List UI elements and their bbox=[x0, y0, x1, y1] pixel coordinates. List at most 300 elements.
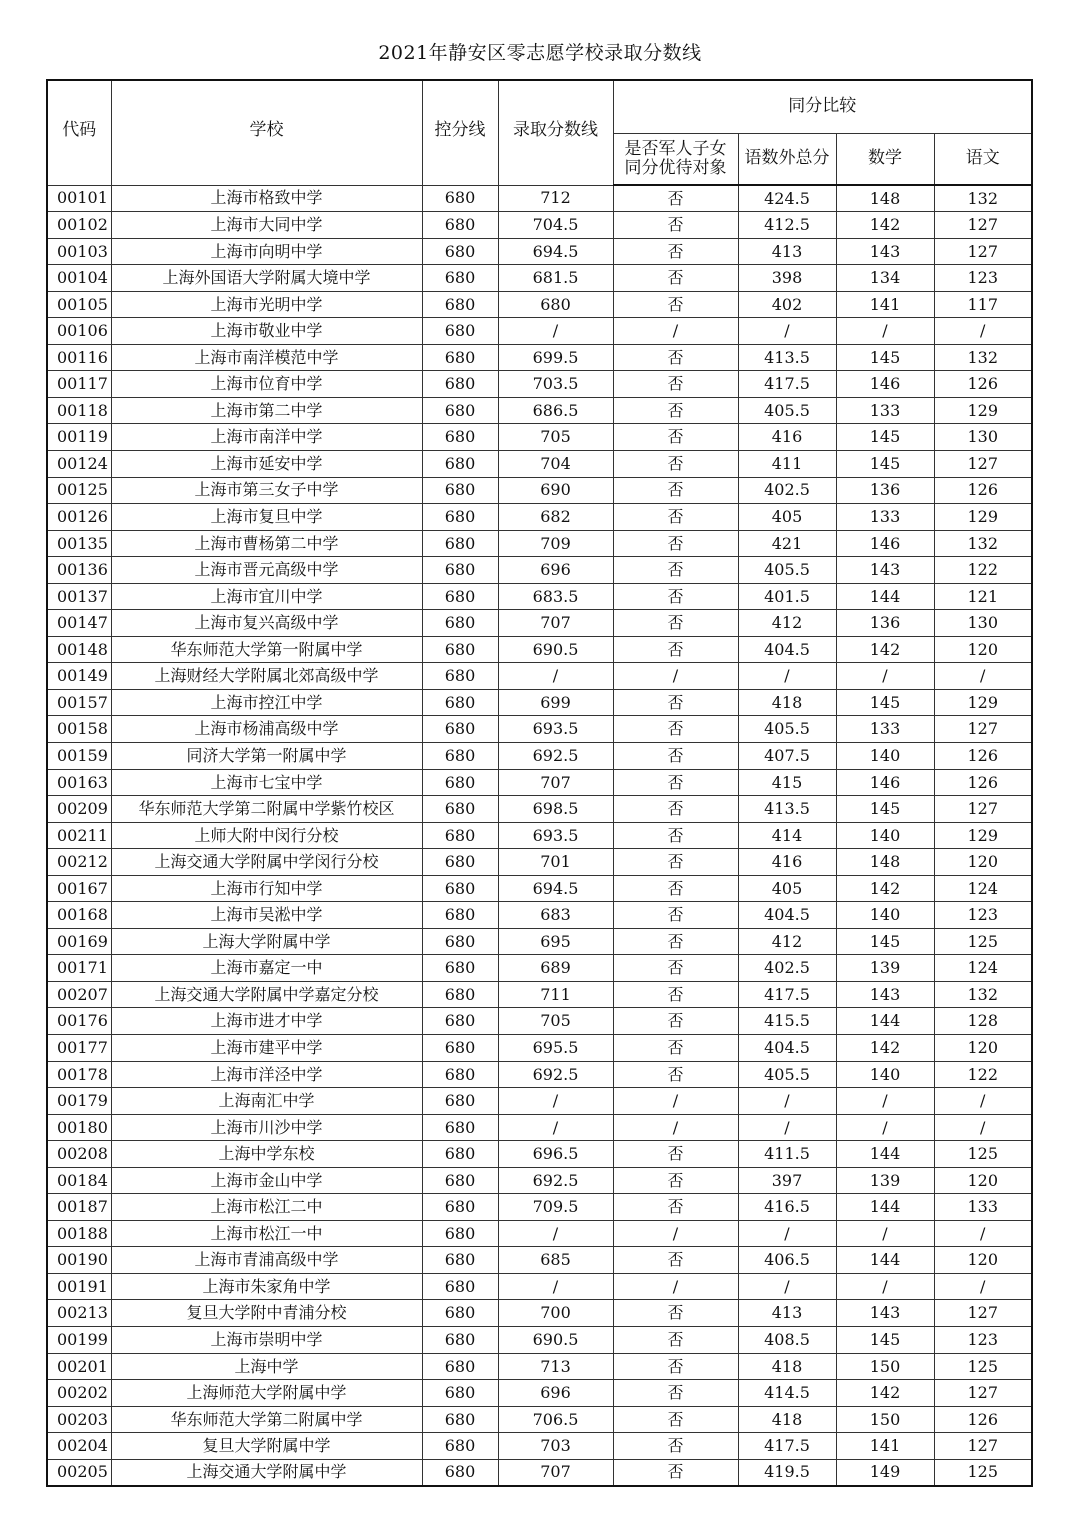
military-priority-cell: 否 bbox=[613, 344, 738, 371]
admission-score-cell: 686.5 bbox=[498, 397, 613, 424]
header-control-line: 控分线 bbox=[422, 80, 498, 185]
math-score-cell: 145 bbox=[836, 1327, 934, 1354]
code-cell: 00116 bbox=[47, 344, 111, 371]
chinese-score-cell: 127 bbox=[934, 716, 1032, 743]
military-priority-cell: / bbox=[613, 1088, 738, 1115]
total-score-cell: 405 bbox=[738, 875, 836, 902]
total-score-cell: 412 bbox=[738, 928, 836, 955]
code-cell: 00167 bbox=[47, 875, 111, 902]
admission-score-cell: 707 bbox=[498, 610, 613, 637]
table-row bbox=[47, 1167, 1032, 1194]
control-line-cell: 680 bbox=[422, 397, 498, 424]
military-priority-cell: 否 bbox=[613, 769, 738, 796]
header-school: 学校 bbox=[111, 80, 422, 185]
table-row bbox=[47, 875, 1032, 902]
school-cell: 上海市晋元高级中学 bbox=[111, 557, 422, 584]
code-cell: 00204 bbox=[47, 1433, 111, 1460]
military-priority-cell: 否 bbox=[613, 796, 738, 823]
admission-score-cell: 704 bbox=[498, 450, 613, 477]
header-admission-score: 录取分数线 bbox=[498, 80, 613, 185]
school-cell: 上海市向明中学 bbox=[111, 238, 422, 265]
total-score-cell: 418 bbox=[738, 689, 836, 716]
military-priority-cell: 否 bbox=[613, 1406, 738, 1433]
admission-score-cell: 694.5 bbox=[498, 238, 613, 265]
chinese-score-cell: 125 bbox=[934, 1141, 1032, 1168]
admission-score-cell: 682 bbox=[498, 504, 613, 531]
military-priority-cell: 否 bbox=[613, 610, 738, 637]
military-priority-cell: 否 bbox=[613, 397, 738, 424]
math-score-cell: 143 bbox=[836, 557, 934, 584]
code-cell: 00207 bbox=[47, 981, 111, 1008]
military-priority-cell: 否 bbox=[613, 291, 738, 318]
control-line-cell: 680 bbox=[422, 875, 498, 902]
code-cell: 00168 bbox=[47, 902, 111, 929]
total-score-cell: 413 bbox=[738, 1300, 836, 1327]
chinese-score-cell: 130 bbox=[934, 610, 1032, 637]
math-score-cell: 133 bbox=[836, 397, 934, 424]
total-score-cell: 416.5 bbox=[738, 1194, 836, 1221]
table-row bbox=[47, 1273, 1032, 1300]
chinese-score-cell: 124 bbox=[934, 875, 1032, 902]
admission-score-cell: / bbox=[498, 1220, 613, 1247]
school-cell: 上海市复旦中学 bbox=[111, 504, 422, 531]
chinese-score-cell: 127 bbox=[934, 238, 1032, 265]
math-score-cell: 141 bbox=[836, 1433, 934, 1460]
math-score-cell: 144 bbox=[836, 1141, 934, 1168]
chinese-score-cell: 127 bbox=[934, 450, 1032, 477]
code-cell: 00211 bbox=[47, 822, 111, 849]
control-line-cell: 680 bbox=[422, 1114, 498, 1141]
admission-score-cell: 711 bbox=[498, 981, 613, 1008]
header-military-line2: 同分优待对象 bbox=[624, 157, 727, 178]
military-priority-cell: / bbox=[613, 663, 738, 690]
code-cell: 00209 bbox=[47, 796, 111, 823]
military-priority-cell: 否 bbox=[613, 875, 738, 902]
school-cell: 上海市光明中学 bbox=[111, 291, 422, 318]
control-line-cell: 680 bbox=[422, 1406, 498, 1433]
school-cell: 上海市敬业中学 bbox=[111, 318, 422, 345]
school-cell: 上海交通大学附属中学嘉定分校 bbox=[111, 981, 422, 1008]
control-line-cell: 680 bbox=[422, 371, 498, 398]
total-score-cell: 416 bbox=[738, 424, 836, 451]
control-line-cell: 680 bbox=[422, 610, 498, 637]
control-line-cell: 680 bbox=[422, 955, 498, 982]
school-cell: 上海中学 bbox=[111, 1353, 422, 1380]
admission-score-cell: 707 bbox=[498, 769, 613, 796]
school-cell: 上海市松江一中 bbox=[111, 1220, 422, 1247]
total-score-cell: 402 bbox=[738, 291, 836, 318]
admission-score-cell: 690 bbox=[498, 477, 613, 504]
admission-score-cell: / bbox=[498, 1088, 613, 1115]
chinese-score-cell: 129 bbox=[934, 504, 1032, 531]
control-line-cell: 680 bbox=[422, 477, 498, 504]
admission-score-cell: 699.5 bbox=[498, 344, 613, 371]
total-score-cell: 405.5 bbox=[738, 1061, 836, 1088]
control-line-cell: 680 bbox=[422, 583, 498, 610]
code-cell: 00101 bbox=[47, 185, 111, 212]
control-line-cell: 680 bbox=[422, 796, 498, 823]
code-cell: 00137 bbox=[47, 583, 111, 610]
chinese-score-cell: 132 bbox=[934, 185, 1032, 212]
chinese-score-cell: 123 bbox=[934, 902, 1032, 929]
school-cell: 上海市川沙中学 bbox=[111, 1114, 422, 1141]
math-score-cell: 143 bbox=[836, 981, 934, 1008]
military-priority-cell: 否 bbox=[613, 530, 738, 557]
chinese-score-cell: 122 bbox=[934, 1061, 1032, 1088]
control-line-cell: 680 bbox=[422, 822, 498, 849]
chinese-score-cell: 120 bbox=[934, 1167, 1032, 1194]
table-row bbox=[47, 318, 1032, 345]
military-priority-cell: 否 bbox=[613, 1247, 738, 1274]
header-military-line1: 是否军人子女 bbox=[624, 139, 727, 160]
chinese-score-cell: 127 bbox=[934, 1380, 1032, 1407]
school-cell: 复旦大学附中青浦分校 bbox=[111, 1300, 422, 1327]
code-cell: 00157 bbox=[47, 689, 111, 716]
table-row bbox=[47, 902, 1032, 929]
table-row bbox=[47, 1247, 1032, 1274]
admission-score-cell: 713 bbox=[498, 1353, 613, 1380]
school-cell: 上海市曹杨第二中学 bbox=[111, 530, 422, 557]
math-score-cell: 140 bbox=[836, 902, 934, 929]
chinese-score-cell: 124 bbox=[934, 955, 1032, 982]
math-score-cell: 142 bbox=[836, 875, 934, 902]
military-priority-cell: 否 bbox=[613, 1194, 738, 1221]
school-cell: 上海市复兴高级中学 bbox=[111, 610, 422, 637]
total-score-cell: 405.5 bbox=[738, 716, 836, 743]
chinese-score-cell: 121 bbox=[934, 583, 1032, 610]
math-score-cell: 133 bbox=[836, 504, 934, 531]
military-priority-cell: 否 bbox=[613, 185, 738, 212]
military-priority-cell: 否 bbox=[613, 981, 738, 1008]
school-cell: 上海市进才中学 bbox=[111, 1008, 422, 1035]
total-score-cell: 419.5 bbox=[738, 1459, 836, 1486]
math-score-cell: 133 bbox=[836, 716, 934, 743]
control-line-cell: 680 bbox=[422, 1141, 498, 1168]
chinese-score-cell: 123 bbox=[934, 265, 1032, 292]
admission-score-cell: 694.5 bbox=[498, 875, 613, 902]
math-score-cell: 145 bbox=[836, 450, 934, 477]
total-score-cell: 404.5 bbox=[738, 902, 836, 929]
school-cell: 上海市杨浦高级中学 bbox=[111, 716, 422, 743]
table-row bbox=[47, 663, 1032, 690]
table-row bbox=[47, 450, 1032, 477]
chinese-score-cell: / bbox=[934, 318, 1032, 345]
admission-score-cell: 696.5 bbox=[498, 1141, 613, 1168]
total-score-cell: 421 bbox=[738, 530, 836, 557]
table-row bbox=[47, 1141, 1032, 1168]
total-score-cell: 418 bbox=[738, 1406, 836, 1433]
school-cell: 上海中学东校 bbox=[111, 1141, 422, 1168]
math-score-cell: 150 bbox=[836, 1353, 934, 1380]
code-cell: 00176 bbox=[47, 1008, 111, 1035]
control-line-cell: 680 bbox=[422, 849, 498, 876]
code-cell: 00187 bbox=[47, 1194, 111, 1221]
chinese-score-cell: / bbox=[934, 1220, 1032, 1247]
table-row bbox=[47, 583, 1032, 610]
admission-score-cell: 693.5 bbox=[498, 716, 613, 743]
code-cell: 00177 bbox=[47, 1035, 111, 1062]
control-line-cell: 680 bbox=[422, 636, 498, 663]
total-score-cell: 405.5 bbox=[738, 557, 836, 584]
code-cell: 00179 bbox=[47, 1088, 111, 1115]
military-priority-cell: 否 bbox=[613, 1008, 738, 1035]
math-score-cell: 136 bbox=[836, 610, 934, 637]
math-score-cell: / bbox=[836, 318, 934, 345]
military-priority-cell: 否 bbox=[613, 504, 738, 531]
school-cell: 上海市嘉定一中 bbox=[111, 955, 422, 982]
military-priority-cell: 否 bbox=[613, 849, 738, 876]
math-score-cell: 146 bbox=[836, 371, 934, 398]
total-score-cell: 398 bbox=[738, 265, 836, 292]
total-score-cell: 401.5 bbox=[738, 583, 836, 610]
header-chinese: 语文 bbox=[934, 133, 1032, 185]
chinese-score-cell: 125 bbox=[934, 928, 1032, 955]
military-priority-cell: 否 bbox=[613, 1459, 738, 1486]
table-row bbox=[47, 1433, 1032, 1460]
code-cell: 00104 bbox=[47, 265, 111, 292]
table-row bbox=[47, 636, 1032, 663]
military-priority-cell: 否 bbox=[613, 928, 738, 955]
math-score-cell: 139 bbox=[836, 1167, 934, 1194]
military-priority-cell: 否 bbox=[613, 1300, 738, 1327]
header-code: 代码 bbox=[47, 80, 111, 185]
code-cell: 00178 bbox=[47, 1061, 111, 1088]
admission-score-cell: 680 bbox=[498, 291, 613, 318]
chinese-score-cell: 129 bbox=[934, 689, 1032, 716]
school-cell: 上海交通大学附属中学 bbox=[111, 1459, 422, 1486]
military-priority-cell: 否 bbox=[613, 1327, 738, 1354]
table-row bbox=[47, 424, 1032, 451]
math-score-cell: 142 bbox=[836, 1035, 934, 1062]
table-body bbox=[47, 185, 1032, 1486]
chinese-score-cell: 130 bbox=[934, 424, 1032, 451]
table-row bbox=[47, 1061, 1032, 1088]
military-priority-cell: 否 bbox=[613, 450, 738, 477]
control-line-cell: 680 bbox=[422, 318, 498, 345]
admission-score-cell: 685 bbox=[498, 1247, 613, 1274]
table-row bbox=[47, 397, 1032, 424]
school-cell: 上海市行知中学 bbox=[111, 875, 422, 902]
school-cell: 上海南汇中学 bbox=[111, 1088, 422, 1115]
school-cell: 上海市七宝中学 bbox=[111, 769, 422, 796]
chinese-score-cell: / bbox=[934, 1088, 1032, 1115]
math-score-cell: 150 bbox=[836, 1406, 934, 1433]
code-cell: 00105 bbox=[47, 291, 111, 318]
school-cell: 上海市南洋模范中学 bbox=[111, 344, 422, 371]
control-line-cell: 680 bbox=[422, 1194, 498, 1221]
math-score-cell: 143 bbox=[836, 238, 934, 265]
admission-score-cell: 700 bbox=[498, 1300, 613, 1327]
total-score-cell: 424.5 bbox=[738, 185, 836, 212]
total-score-cell: 415 bbox=[738, 769, 836, 796]
school-cell: 上海市宜川中学 bbox=[111, 583, 422, 610]
school-cell: 上海财经大学附属北郊高级中学 bbox=[111, 663, 422, 690]
control-line-cell: 680 bbox=[422, 1433, 498, 1460]
header-total-cme: 语数外总分 bbox=[738, 133, 836, 185]
code-cell: 00147 bbox=[47, 610, 111, 637]
control-line-cell: 680 bbox=[422, 742, 498, 769]
school-cell: 上海市金山中学 bbox=[111, 1167, 422, 1194]
admission-score-cell: 683.5 bbox=[498, 583, 613, 610]
table-row bbox=[47, 928, 1032, 955]
code-cell: 00136 bbox=[47, 557, 111, 584]
math-score-cell: 146 bbox=[836, 769, 934, 796]
control-line-cell: 680 bbox=[422, 504, 498, 531]
math-score-cell: 142 bbox=[836, 1380, 934, 1407]
table-row bbox=[47, 981, 1032, 1008]
school-cell: 上海市延安中学 bbox=[111, 450, 422, 477]
control-line-cell: 680 bbox=[422, 769, 498, 796]
code-cell: 00202 bbox=[47, 1380, 111, 1407]
total-score-cell: 415.5 bbox=[738, 1008, 836, 1035]
school-cell: 上海市南洋中学 bbox=[111, 424, 422, 451]
chinese-score-cell: 129 bbox=[934, 397, 1032, 424]
admission-score-cell: 706.5 bbox=[498, 1406, 613, 1433]
chinese-score-cell: 120 bbox=[934, 636, 1032, 663]
control-line-cell: 680 bbox=[422, 1220, 498, 1247]
table-row bbox=[47, 822, 1032, 849]
control-line-cell: 680 bbox=[422, 1061, 498, 1088]
chinese-score-cell: 120 bbox=[934, 1247, 1032, 1274]
code-cell: 00124 bbox=[47, 450, 111, 477]
math-score-cell: 145 bbox=[836, 424, 934, 451]
school-cell: 上海师范大学附属中学 bbox=[111, 1380, 422, 1407]
code-cell: 00163 bbox=[47, 769, 111, 796]
table-row bbox=[47, 557, 1032, 584]
military-priority-cell: 否 bbox=[613, 955, 738, 982]
math-score-cell: 148 bbox=[836, 849, 934, 876]
military-priority-cell: 否 bbox=[613, 689, 738, 716]
admission-score-cell: 703 bbox=[498, 1433, 613, 1460]
table-row bbox=[47, 1194, 1032, 1221]
total-score-cell: / bbox=[738, 318, 836, 345]
admission-score-cell: 705 bbox=[498, 424, 613, 451]
admission-score-cell: / bbox=[498, 663, 613, 690]
code-cell: 00191 bbox=[47, 1273, 111, 1300]
control-line-cell: 680 bbox=[422, 1273, 498, 1300]
total-score-cell: 405 bbox=[738, 504, 836, 531]
total-score-cell: 413.5 bbox=[738, 796, 836, 823]
school-cell: 华东师范大学第二附属中学 bbox=[111, 1406, 422, 1433]
code-cell: 00118 bbox=[47, 397, 111, 424]
table-row bbox=[47, 742, 1032, 769]
math-score-cell: / bbox=[836, 663, 934, 690]
total-score-cell: 405.5 bbox=[738, 397, 836, 424]
code-cell: 00117 bbox=[47, 371, 111, 398]
total-score-cell: 417.5 bbox=[738, 981, 836, 1008]
school-cell: 上师大附中闵行分校 bbox=[111, 822, 422, 849]
admission-score-cell: 683 bbox=[498, 902, 613, 929]
table-row bbox=[47, 185, 1032, 212]
control-line-cell: 680 bbox=[422, 1353, 498, 1380]
code-cell: 00103 bbox=[47, 238, 111, 265]
military-priority-cell: 否 bbox=[613, 212, 738, 239]
military-priority-cell: 否 bbox=[613, 716, 738, 743]
school-cell: 上海市位育中学 bbox=[111, 371, 422, 398]
table-row bbox=[47, 1353, 1032, 1380]
school-cell: 华东师范大学第二附属中学紫竹校区 bbox=[111, 796, 422, 823]
total-score-cell: / bbox=[738, 1220, 836, 1247]
chinese-score-cell: 132 bbox=[934, 530, 1032, 557]
admission-score-cell: 703.5 bbox=[498, 371, 613, 398]
math-score-cell: 148 bbox=[836, 185, 934, 212]
chinese-score-cell: 122 bbox=[934, 557, 1032, 584]
admission-score-cell: 699 bbox=[498, 689, 613, 716]
header-tie-compare: 同分比较 bbox=[613, 80, 1032, 133]
code-cell: 00184 bbox=[47, 1167, 111, 1194]
chinese-score-cell: 123 bbox=[934, 1327, 1032, 1354]
code-cell: 00126 bbox=[47, 504, 111, 531]
code-cell: 00102 bbox=[47, 212, 111, 239]
control-line-cell: 680 bbox=[422, 1459, 498, 1486]
admission-score-cell: 701 bbox=[498, 849, 613, 876]
table-row bbox=[47, 530, 1032, 557]
control-line-cell: 680 bbox=[422, 1088, 498, 1115]
total-score-cell: 412 bbox=[738, 610, 836, 637]
code-cell: 00125 bbox=[47, 477, 111, 504]
table-row bbox=[47, 1008, 1032, 1035]
table-row bbox=[47, 849, 1032, 876]
admission-score-cell: 695.5 bbox=[498, 1035, 613, 1062]
math-score-cell: 144 bbox=[836, 1194, 934, 1221]
math-score-cell: 141 bbox=[836, 291, 934, 318]
math-score-cell: 134 bbox=[836, 265, 934, 292]
table-row bbox=[47, 955, 1032, 982]
admission-score-cell: 707 bbox=[498, 1459, 613, 1486]
chinese-score-cell: 125 bbox=[934, 1459, 1032, 1486]
admission-score-table bbox=[46, 79, 1033, 1487]
school-cell: 上海交通大学附属中学闵行分校 bbox=[111, 849, 422, 876]
table-row bbox=[47, 1406, 1032, 1433]
code-cell: 00171 bbox=[47, 955, 111, 982]
school-cell: 同济大学第一附属中学 bbox=[111, 742, 422, 769]
chinese-score-cell: 127 bbox=[934, 212, 1032, 239]
math-score-cell: 145 bbox=[836, 928, 934, 955]
chinese-score-cell: 126 bbox=[934, 371, 1032, 398]
table-row bbox=[47, 371, 1032, 398]
page-title: 2021年静安区零志愿学校录取分数线 bbox=[378, 42, 702, 64]
admission-score-cell: 698.5 bbox=[498, 796, 613, 823]
math-score-cell: 145 bbox=[836, 689, 934, 716]
total-score-cell: 418 bbox=[738, 1353, 836, 1380]
table-row bbox=[47, 212, 1032, 239]
table-row bbox=[47, 265, 1032, 292]
chinese-score-cell: 126 bbox=[934, 742, 1032, 769]
school-cell: 复旦大学附属中学 bbox=[111, 1433, 422, 1460]
military-priority-cell: 否 bbox=[613, 477, 738, 504]
chinese-score-cell: 127 bbox=[934, 1433, 1032, 1460]
control-line-cell: 680 bbox=[422, 689, 498, 716]
admission-score-cell: 696 bbox=[498, 1380, 613, 1407]
control-line-cell: 680 bbox=[422, 981, 498, 1008]
math-score-cell: 146 bbox=[836, 530, 934, 557]
table-row bbox=[47, 1459, 1032, 1486]
military-priority-cell: / bbox=[613, 318, 738, 345]
school-cell: 上海市松江二中 bbox=[111, 1194, 422, 1221]
math-score-cell: 139 bbox=[836, 955, 934, 982]
total-score-cell: 413.5 bbox=[738, 344, 836, 371]
school-cell: 上海市格致中学 bbox=[111, 185, 422, 212]
control-line-cell: 680 bbox=[422, 185, 498, 212]
military-priority-cell: 否 bbox=[613, 1380, 738, 1407]
code-cell: 00159 bbox=[47, 742, 111, 769]
military-priority-cell: 否 bbox=[613, 1035, 738, 1062]
military-priority-cell: 否 bbox=[613, 1353, 738, 1380]
table-row bbox=[47, 344, 1032, 371]
chinese-score-cell: / bbox=[934, 1273, 1032, 1300]
admission-score-cell: 695 bbox=[498, 928, 613, 955]
control-line-cell: 680 bbox=[422, 450, 498, 477]
